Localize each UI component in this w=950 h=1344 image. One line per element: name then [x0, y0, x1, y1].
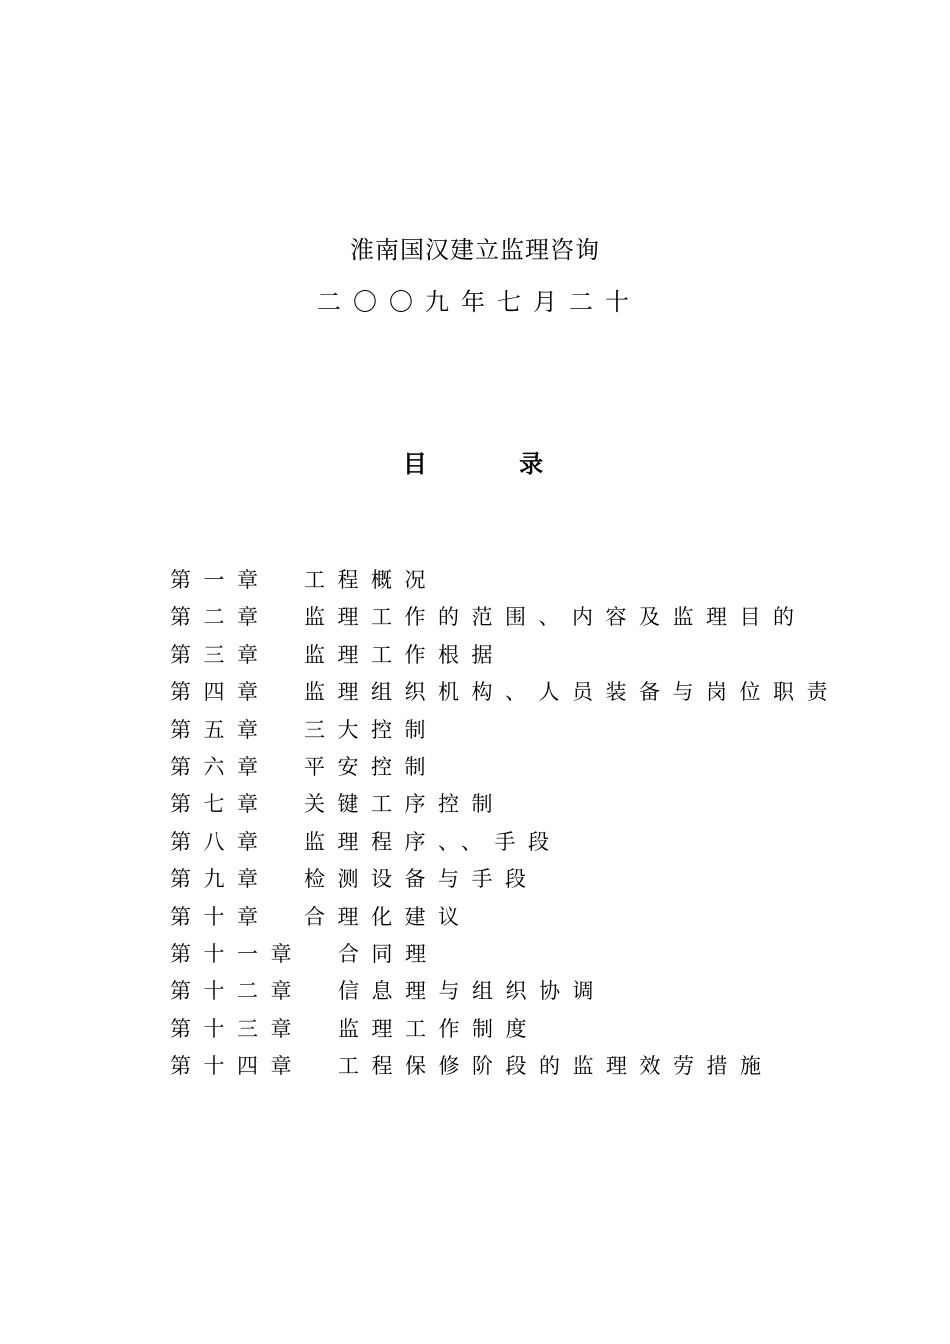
- toc-chapter-title: 合同理: [338, 941, 439, 966]
- toc-entry-12[interactable]: [170, 973, 890, 1010]
- toc-chapter-number: 第四章: [170, 680, 271, 705]
- toc-chapter-number: 第十四章: [170, 1054, 304, 1079]
- toc-entry-8[interactable]: [170, 824, 890, 861]
- toc-chapter-number: 第二章: [170, 605, 271, 630]
- toc-chapter-title: 三大控制: [304, 717, 438, 742]
- toc-chapter-title: 平安控制: [304, 754, 438, 779]
- toc-heading: 目 录: [402, 449, 586, 478]
- toc-chapter-number: 第十二章: [170, 979, 304, 1004]
- toc-entry-4[interactable]: [170, 674, 890, 711]
- toc-entry-11[interactable]: [170, 936, 890, 973]
- toc-chapter-title: 监理工作的范围、内容及监理目的: [304, 605, 807, 630]
- toc-entry-6[interactable]: [170, 749, 890, 786]
- toc-entry-5[interactable]: [170, 712, 890, 749]
- toc-chapter-number: 第六章: [170, 754, 271, 779]
- document-date: 二〇〇九年七月二十: [317, 288, 641, 316]
- toc-chapter-title: 合理化建议: [304, 904, 472, 929]
- toc-entry-10[interactable]: [170, 899, 890, 936]
- toc-entry-3[interactable]: [170, 637, 890, 674]
- toc-chapter-title: 信息理与组织协调: [338, 979, 606, 1004]
- toc-chapter-number: 第十章: [170, 904, 271, 929]
- toc-chapter-title: 监理工作根据: [304, 642, 505, 667]
- toc-entry-13[interactable]: [170, 1011, 890, 1048]
- company-name: 淮南国汉建立监理咨询: [350, 236, 600, 264]
- toc-chapter-number: 第一章: [170, 568, 271, 592]
- toc-chapter-title: 检测设备与手段: [304, 867, 539, 892]
- toc-chapter-number: 第十三章: [170, 1016, 304, 1041]
- toc-chapter-title: 监理程序、、手段: [304, 829, 562, 854]
- toc-chapter-title: 监理工作制度: [338, 1016, 539, 1041]
- toc-entry-2[interactable]: [170, 599, 890, 636]
- toc-chapter-title: 监理组织机构、人员装备与岗位职责: [304, 680, 840, 705]
- toc-chapter-title: 工程概况: [304, 568, 438, 592]
- toc-entry-14[interactable]: [170, 1048, 890, 1085]
- toc-entry-9[interactable]: [170, 861, 890, 898]
- toc-chapter-number: 第五章: [170, 717, 271, 742]
- toc-chapter-number: 第十一章: [170, 941, 304, 966]
- toc-entry-1[interactable]: [170, 562, 890, 599]
- toc-chapter-number: 第八章: [170, 829, 271, 854]
- toc-chapter-title: 关键工序控制: [304, 792, 505, 817]
- toc-chapter-number: 第七章: [170, 792, 271, 817]
- toc-chapter-title: 工程保修阶段的监理效劳措施: [338, 1054, 774, 1079]
- toc-entry-7[interactable]: [170, 786, 890, 823]
- toc-chapter-number: 第三章: [170, 642, 271, 667]
- table-of-contents: [170, 562, 890, 1085]
- toc-chapter-number: 第九章: [170, 867, 271, 892]
